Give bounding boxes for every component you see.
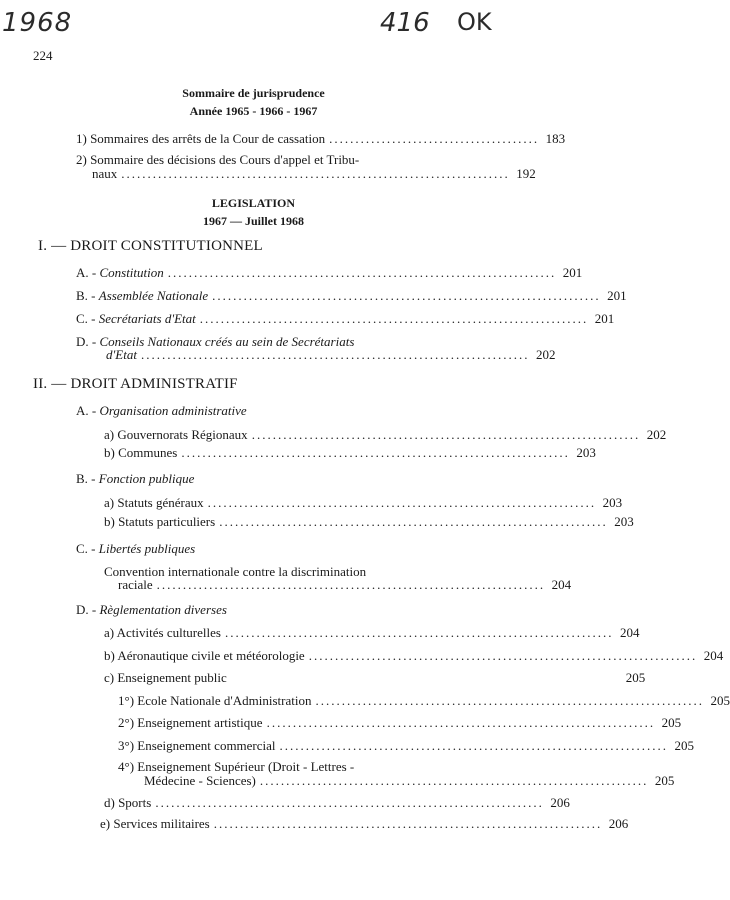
toc-page: 203: [614, 514, 634, 529]
toc-entry: [104, 514, 634, 530]
leader-dots: ..........................................................................: [219, 514, 608, 529]
toc-label: naux: [92, 166, 118, 181]
toc-label: b) Communes: [104, 445, 178, 460]
leader-dots: ..........................................................................: [181, 445, 570, 460]
leader-dots: ..........................................................................: [155, 795, 544, 810]
entry-prefix: B. -: [76, 471, 99, 486]
toc-page: 201: [562, 265, 583, 280]
leader-dots: ..........................................................................: [167, 265, 557, 280]
jurisprudence-title: Sommaire de jurisprudence: [182, 86, 325, 100]
toc-label: d) Sports: [104, 795, 152, 810]
toc-page: 204: [703, 648, 724, 663]
leader-dots: ..........................................................................: [212, 288, 601, 303]
toc-label: Médecine - Sciences): [144, 773, 256, 788]
toc-page: 183: [545, 131, 566, 146]
leader-dots: ..........................................................................: [315, 693, 704, 708]
toc-label: d'Etat: [106, 347, 137, 362]
leader-dots: ..........................................................................: [121, 166, 510, 181]
toc-page: 206: [608, 816, 629, 831]
toc-entry: [118, 693, 730, 709]
toc-entry: [118, 738, 695, 754]
toc-entry: [104, 670, 646, 686]
leader-dots: ..........................................................................: [266, 715, 656, 730]
entry-prefix: D. -: [76, 602, 100, 617]
entry-prefix: C. -: [76, 311, 99, 326]
leader-dots: ..........................................................................: [140, 347, 530, 362]
leader-dots: ..........................................................................: [224, 625, 614, 640]
toc-entry: [104, 795, 570, 811]
toc-label: a) Gouvernorats Régionaux: [104, 427, 248, 442]
toc-entry: [118, 577, 572, 593]
section-heading: I. — DROIT CONSTITUTIONNEL: [38, 238, 263, 254]
toc-entry: [144, 773, 675, 789]
leader-dots: ..........................................................................: [251, 427, 641, 442]
toc-label: a) Activités culturelles: [104, 625, 221, 640]
subsection-heading: [76, 471, 194, 487]
toc-label: 3°) Enseignement commercial: [118, 738, 276, 753]
toc-entry: [76, 131, 566, 147]
toc-entry: [104, 625, 640, 641]
toc-page: 203: [602, 495, 623, 510]
toc-page: 206: [550, 795, 570, 810]
toc-label: Convention internationale contre la discrimination: [104, 564, 367, 579]
toc-label: 2) Sommaire des décisions des Cours d'appel et Tribu-: [76, 152, 360, 167]
toc-entry: [106, 347, 556, 363]
toc-label: 1) Sommaires des arrêts de la Cour de cassation: [76, 131, 326, 146]
toc-page: 204: [619, 625, 640, 640]
toc-page: 202: [535, 347, 556, 362]
toc-page: 204: [551, 577, 572, 592]
leader-dots: ..........................................................................: [156, 577, 546, 592]
toc-entry: [118, 715, 682, 731]
toc-page: 205: [654, 773, 675, 788]
toc-label: raciale: [118, 577, 153, 592]
toc-page: 201: [594, 311, 615, 326]
entry-prefix: A. -: [76, 265, 100, 280]
toc-entry: [104, 495, 623, 511]
toc-page: 201: [607, 288, 627, 303]
subsection-label: Fonction publique: [98, 471, 195, 486]
toc-label: 2°) Enseignement artistique: [118, 715, 263, 730]
toc-page: 205: [661, 715, 682, 730]
toc-label: Constitution: [99, 265, 164, 280]
toc-label: a) Statuts généraux: [104, 495, 204, 510]
leader-dots: ..........................................................................: [199, 311, 589, 326]
legislation-period: 1967 — Juillet 1968: [203, 214, 304, 228]
leader-dots: ..........................................................................: [213, 816, 603, 831]
subsection-label: Libertés publiques: [98, 541, 196, 556]
legislation-title: LEGISLATION: [211, 196, 296, 210]
toc-page: 192: [516, 166, 536, 181]
toc-page: 202: [646, 427, 667, 442]
leader-dots: ........................................: [329, 131, 540, 146]
entry-prefix: A. -: [76, 403, 100, 418]
toc-label: 1°) Ecole Nationale d'Administration: [118, 693, 312, 708]
toc-entry: [104, 445, 596, 461]
toc-page: 205: [625, 670, 646, 685]
entry-prefix: C. -: [76, 541, 99, 556]
jurisprudence-years: Année 1965 - 1966 - 1967: [189, 104, 318, 118]
subsection-heading: [76, 541, 195, 557]
toc-label: b) Statuts particuliers: [104, 514, 216, 529]
leader-dots: ..........................................................................: [279, 738, 669, 753]
toc-page: 205: [710, 693, 730, 708]
toc-label: c) Enseignement public: [104, 670, 227, 685]
subsection-label: Organisation administrative: [99, 403, 247, 418]
toc-entry: [104, 427, 667, 443]
handwritten-year: 1968: [2, 8, 73, 38]
subsection-label: Règlementation diverses: [99, 602, 227, 617]
toc-page: 205: [674, 738, 695, 753]
subsection-heading: [76, 602, 227, 618]
toc-label: Secrétariats d'Etat: [98, 311, 196, 326]
toc-entry: [100, 816, 629, 832]
section-heading: II. — DROIT ADMINISTRATIF: [33, 376, 238, 392]
toc-label: b) Aéronautique civile et météorologie: [104, 648, 305, 663]
toc-label: e) Services militaires: [100, 816, 210, 831]
toc-entry: [92, 166, 536, 182]
toc-label: Conseils Nationaux créés au sein de Secrétariats: [99, 334, 355, 349]
entry-prefix: B. -: [76, 288, 99, 303]
toc-entry: [76, 265, 583, 281]
leader-dots: ..........................................................................: [207, 495, 597, 510]
toc-label: Assemblée Nationale: [98, 288, 209, 303]
handwritten-mark: 416: [380, 8, 430, 38]
page-number: 224: [33, 48, 53, 63]
handwritten-ok: OK: [457, 8, 492, 36]
subsection-heading: [76, 403, 247, 419]
entry-prefix: D. -: [76, 334, 100, 349]
toc-page: 203: [576, 445, 596, 460]
toc-entry: [76, 288, 627, 304]
toc-entry: [104, 648, 724, 664]
toc-label: 4°) Enseignement Supérieur (Droit - Lettres -: [118, 759, 355, 774]
leader-dots: ..........................................................................: [259, 773, 649, 788]
leader-dots: ..........................................................................: [308, 648, 698, 663]
toc-entry: [76, 311, 615, 327]
